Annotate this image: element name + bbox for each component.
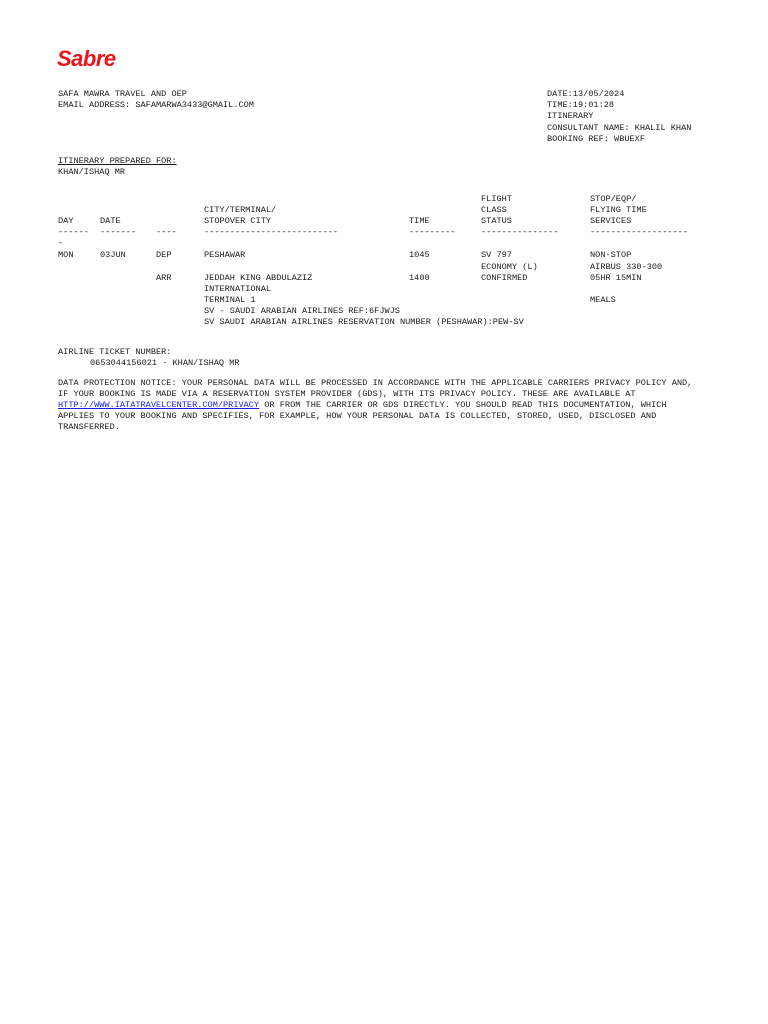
segment-flight-number: SV 797 [481,250,512,260]
divider-time: --------- [409,227,456,237]
divider-type: ---- [156,227,177,237]
segment-dep-city: PESHAWAR [204,250,246,260]
segment-arr-type: ARR [156,273,172,283]
consultant-name: CONSULTANT NAME: KHALIL KHAN [547,123,692,133]
ticket-number: 0653044156021 - KHAN/ISHAQ MR [90,358,240,368]
header-services: SERVICES [590,216,632,226]
data-protection-notice [58,378,698,433]
document-date: DATE:13/05/2024 [547,89,625,99]
header-flying-time: FLYING TIME [590,205,647,215]
segment-flying-time: 05HR 15MIN [590,273,642,283]
header-flight: FLIGHT [481,194,512,204]
segment-status: CONFIRMED [481,273,528,283]
segment-services: MEALS [590,295,616,305]
segment-reservation-number: SV SAUDI ARABIAN AIRLINES RESERVATION NUMBER (PESHAWAR):PEW-SV [204,317,524,327]
header-class: CLASS [481,205,507,215]
segment-dep-type: DEP [156,250,172,260]
prepared-for-label: ITINERARY PREPARED FOR: [58,156,177,166]
agency-email: EMAIL ADDRESS: SAFAMARWA3433@GMAIL.COM [58,100,254,110]
segment-arr-city: JEDDAH KING ABDULAZIZ [204,273,313,283]
ticket-label: AIRLINE TICKET NUMBER: [58,347,172,357]
booking-ref: BOOKING REF: WBUEXF [547,134,645,144]
document-time: TIME:19:01:28 [547,100,615,110]
segment-class: ECONOMY (L) [481,262,538,272]
divider-flight: --------------- [481,227,559,237]
notice-text-2: OR FROM THE CARRIER OR GDS DIRECTLY. YOU SHOULD READ THIS DOCUMENTATION, WHICH APPLIES TO YOUR BOOKING AND SPECIFIES, FOR EXAMPLE, HOW YOUR PERSONAL DATA IS COLLECTED, STORED, USED, DISCLOSED AND TRANSFERRED. [58,400,667,432]
segment-date: 03JUN [100,250,126,260]
header-status: STATUS [481,216,512,226]
notice-text-1: DATA PROTECTION NOTICE: YOUR PERSONAL DATA WILL BE PROCESSED IN ACCORDANCE WITH THE APPLICABLE CARRIERS PRIVACY POLICY AND, IF YOUR BOOKING IS MADE VIA A RESERVATION SYSTEM PROVIDER (GDS), WITH ITS PRIVACY POLICY. THESE ARE AVAILABLE AT [58,378,693,399]
segment-dep-time: 1045 [409,250,430,260]
segment-arr-city-cont: INTERNATIONAL [204,284,272,294]
segment-arr-terminal: TERMINAL 1 [204,295,256,305]
header-date: DATE [100,216,121,226]
divider-date: ------- [100,227,137,237]
header-day: DAY [58,216,74,226]
header-stopover: STOPOVER CITY [204,216,272,226]
divider-wrap: - [58,238,64,248]
divider-day: ------ [58,227,89,237]
divider-city: -------------------------- [204,227,339,237]
segment-stop: NON-STOP [590,250,632,260]
header-time: TIME [409,216,430,226]
header-city: CITY/TERMINAL/ [204,205,277,215]
document-type: ITINERARY [547,111,594,121]
segment-day: MON [58,250,74,260]
passenger-name: KHAN/ISHAQ MR [58,167,126,177]
privacy-link[interactable]: HTTP://WWW.IATATRAVELCENTER.COM/PRIVACY [58,400,260,410]
divider-stop: ------------------- [590,227,688,237]
segment-airline-ref: SV - SAUDI ARABIAN AIRLINES REF:6FJWJS [204,306,400,316]
header-stop: STOP/EQP/ [590,194,637,204]
agency-name: SAFA MAWRA TRAVEL AND OEP [58,89,187,99]
sabre-logo: Sabre [57,46,116,71]
segment-arr-time: 1400 [409,273,430,283]
segment-equipment: AIRBUS 330-300 [590,262,663,272]
